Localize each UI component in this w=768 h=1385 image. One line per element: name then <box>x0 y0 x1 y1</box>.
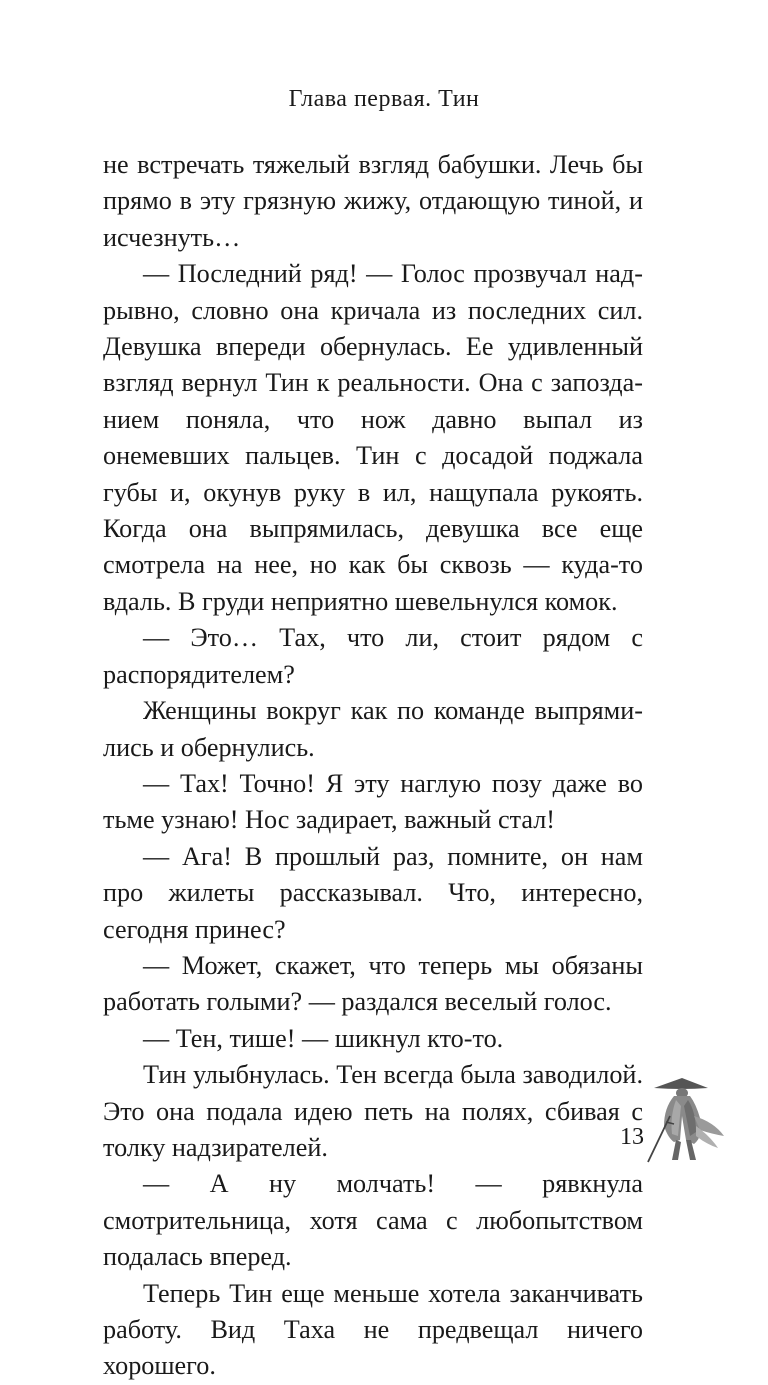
paragraph: — Последний ряд! — Голос прозвучал надрывно, словно она кричала из последних сил. Девушка впереди обернулась. Ее удивленный взгляд вернул Тин к реальности. Она с запозданием поняла, что нож давно выпал из онемевших пальцев. Тин с досадой поджала губы и, окунув руку в ил, нащупала рукоять. Когда она выпрямилась, девушка все еще смотрела на нее, но как бы сквозь — куда-то вдаль. В груди неприятно шевельнулся комок. <box>103 259 643 616</box>
body-text <box>103 147 643 1385</box>
paragraph: Женщины вокруг как по команде выпрямились и обернулись. <box>103 696 643 762</box>
paragraph: — Тах! Точно! Я эту наглую позу даже во тьме узнаю! Нос задирает, важный стал! <box>103 768 643 835</box>
paragraph: — Тен, тише! — шикнул кто-то. <box>143 1023 504 1053</box>
paragraph: Тин улыбнулась. Тен всегда была заводилой. Это она подала идею петь на полях, сбивая с толку надзирателей. <box>103 1060 643 1162</box>
running-header: Глава первая. Тин <box>288 86 480 112</box>
paragraph: — А ну молчать! — рявкнула смотрительница, хотя сама с любопытством подалась вперед. <box>103 1169 643 1272</box>
paragraph: — Ага! В прошлый раз, помните, он нам про жилеты рассказывал. Что, интересно, сегодня принес? <box>103 841 643 944</box>
paragraph: Теперь Тин еще меньше хотела заканчивать работу. Вид Таха не предвещал ничего хорошего. <box>103 1278 643 1381</box>
paragraph: — Это… Тах, что ли, стоит рядом с распорядителем? <box>103 623 643 689</box>
paragraph: — Может, скажет, что теперь мы обязаны работать голыми? — раздался веселый голос. <box>103 950 643 1017</box>
paragraph: не встречать тяжелый взгляд бабушки. Лечь бы прямо в эту грязную жижу, отдающую тиной, и исчезнуть… <box>103 150 643 252</box>
page-number: 13 <box>620 1124 644 1150</box>
samurai-figure-icon <box>634 1076 730 1166</box>
